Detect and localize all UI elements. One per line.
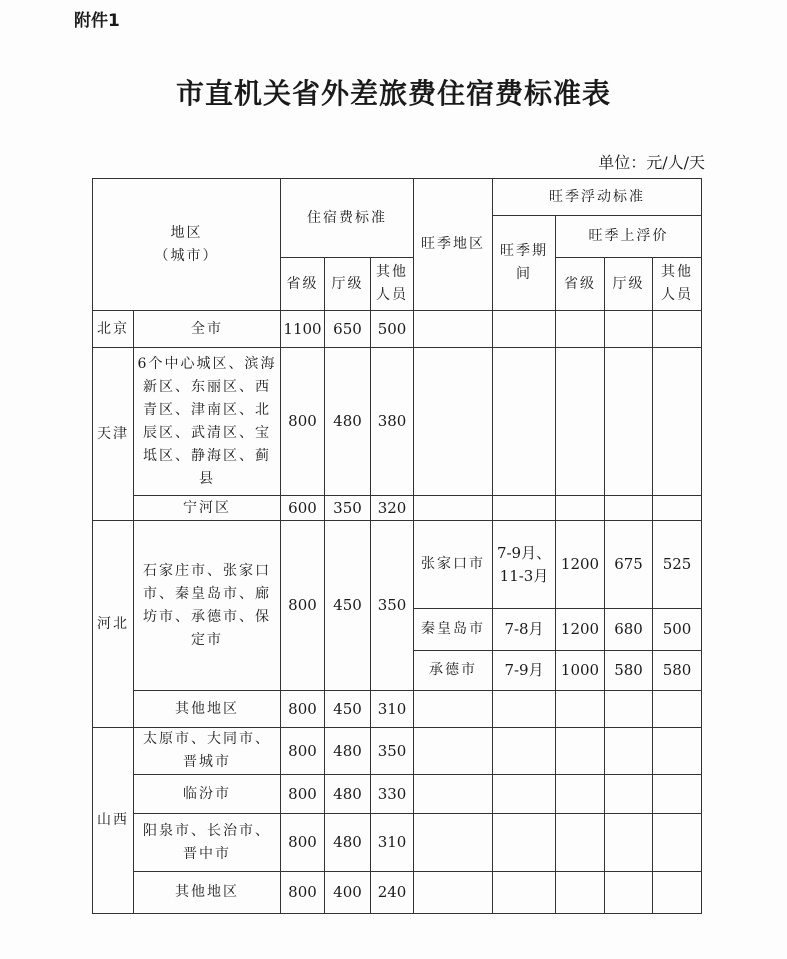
table-row xyxy=(93,691,702,728)
provincial-cell: 600 xyxy=(281,496,325,521)
table-row xyxy=(93,728,702,775)
header-region xyxy=(93,179,281,311)
others-cell: 310 xyxy=(371,814,414,872)
provincial-cell: 800 xyxy=(281,521,325,691)
header-peak-period: 旺季期间 xyxy=(493,216,556,311)
department-cell: 480 xyxy=(325,348,371,496)
header-peak-department: 厅级 xyxy=(605,258,653,311)
unit-label: 单位：元/人/天 xyxy=(598,153,705,172)
peak-region-cell: 张家口市 xyxy=(414,521,493,609)
peak-department-cell: 580 xyxy=(605,651,653,691)
provincial-cell: 800 xyxy=(281,814,325,872)
standards-table xyxy=(92,178,702,914)
table-row xyxy=(93,496,702,521)
others-cell: 380 xyxy=(371,348,414,496)
header-department: 厅级 xyxy=(325,258,371,311)
department-cell: 450 xyxy=(325,691,371,728)
provincial-cell: 800 xyxy=(281,691,325,728)
others-cell: 330 xyxy=(371,775,414,814)
peak-provincial-cell: 1000 xyxy=(556,651,605,691)
province-cell: 天津 xyxy=(93,348,134,521)
header-region-label: 地区 xyxy=(170,224,203,241)
department-cell: 450 xyxy=(325,521,371,691)
others-cell: 310 xyxy=(371,691,414,728)
header-peak-float: 旺季浮动标准 xyxy=(493,179,702,216)
area-cell: 宁河区 xyxy=(134,496,281,521)
peak-region-cell: 秦皇岛市 xyxy=(414,609,493,651)
department-cell: 480 xyxy=(325,814,371,872)
department-cell: 400 xyxy=(325,872,371,914)
area-cell: 全市 xyxy=(134,311,281,348)
peak-others-cell: 500 xyxy=(653,609,702,651)
table-row xyxy=(93,348,702,496)
peak-others-cell: 580 xyxy=(653,651,702,691)
area-cell: 石家庄市、张家口市、秦皇岛市、廊坊市、承德市、保定市 xyxy=(134,521,281,691)
peak-period-cell: 7-9月、11-3月 xyxy=(493,521,556,609)
province-cell: 山西 xyxy=(93,728,134,914)
provincial-cell: 1100 xyxy=(281,311,325,348)
area-cell: 其他地区 xyxy=(134,872,281,914)
others-cell: 240 xyxy=(371,872,414,914)
others-cell: 500 xyxy=(371,311,414,348)
area-cell: 阳泉市、长治市、晋中市 xyxy=(134,814,281,872)
province-cell: 北京 xyxy=(93,311,134,348)
peak-provincial-cell: 1200 xyxy=(556,609,605,651)
table-row xyxy=(93,872,702,914)
department-cell: 480 xyxy=(325,775,371,814)
department-cell: 480 xyxy=(325,728,371,775)
others-cell: 320 xyxy=(371,496,414,521)
table-row xyxy=(93,311,702,348)
peak-period-cell: 7-9月 xyxy=(493,651,556,691)
province-cell: 河北 xyxy=(93,521,134,728)
department-cell: 350 xyxy=(325,496,371,521)
header-provincial: 省级 xyxy=(281,258,325,311)
peak-provincial-cell: 1200 xyxy=(556,521,605,609)
header-peak-region: 旺季地区 xyxy=(414,179,493,311)
header-peak-others: 其他人员 xyxy=(653,258,702,311)
provincial-cell: 800 xyxy=(281,348,325,496)
others-cell: 350 xyxy=(371,728,414,775)
area-cell: 其他地区 xyxy=(134,691,281,728)
header-peak-price: 旺季上浮价 xyxy=(556,216,702,258)
header-region-sub: （城市） xyxy=(154,247,219,264)
area-cell: 太原市、大同市、晋城市 xyxy=(134,728,281,775)
provincial-cell: 800 xyxy=(281,872,325,914)
peak-others-cell: 525 xyxy=(653,521,702,609)
peak-department-cell: 675 xyxy=(605,521,653,609)
peak-region-cell: 承德市 xyxy=(414,651,493,691)
area-cell: 临汾市 xyxy=(134,775,281,814)
table-row xyxy=(93,775,702,814)
others-cell: 350 xyxy=(371,521,414,691)
page-title: 市直机关省外差旅费住宿费标准表 xyxy=(175,77,611,110)
table-row xyxy=(93,521,702,609)
peak-period-cell: 7-8月 xyxy=(493,609,556,651)
attachment-label: 附件1 xyxy=(74,11,120,31)
table-row xyxy=(93,814,702,872)
provincial-cell: 800 xyxy=(281,775,325,814)
provincial-cell: 800 xyxy=(281,728,325,775)
department-cell: 650 xyxy=(325,311,371,348)
area-cell: 6个中心城区、滨海新区、东丽区、西青区、津南区、北辰区、武清区、宝坻区、静海区、蓟县 xyxy=(134,348,281,496)
header-others: 其他人员 xyxy=(371,258,414,311)
header-standard: 住宿费标准 xyxy=(281,179,414,258)
header-peak-provincial: 省级 xyxy=(556,258,605,311)
peak-department-cell: 680 xyxy=(605,609,653,651)
